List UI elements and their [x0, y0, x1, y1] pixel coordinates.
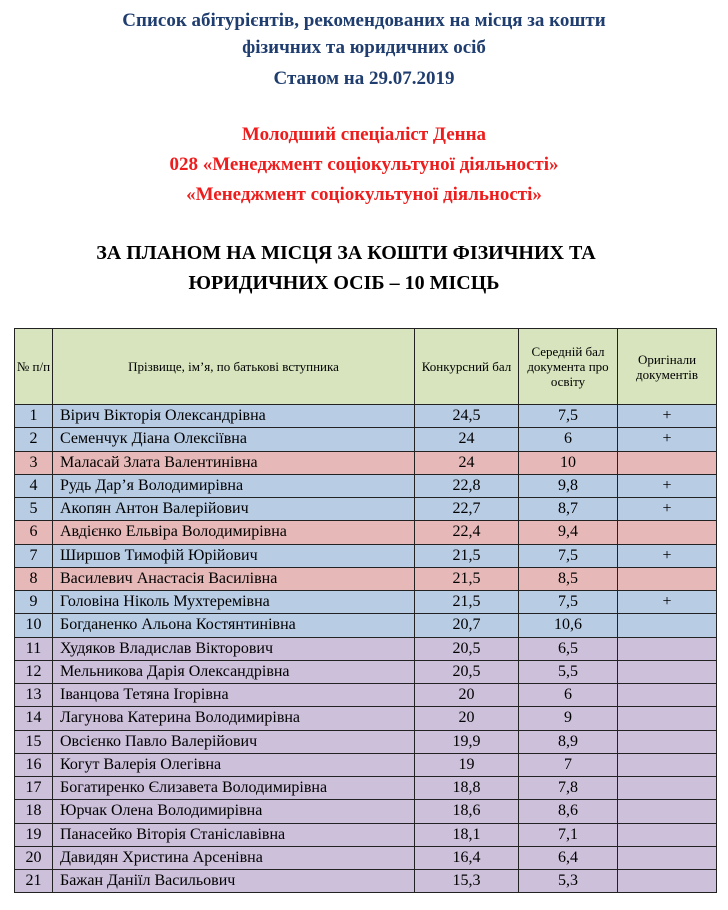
row-number: 18 — [15, 800, 53, 823]
applicant-name: Семенчук Діана Олексіївна — [53, 428, 415, 451]
row-number: 14 — [15, 707, 53, 730]
applicant-name: Іванцова Тетяна Ігорівна — [53, 684, 415, 707]
row-number: 16 — [15, 753, 53, 776]
table-row — [15, 730, 717, 753]
row-number: 3 — [15, 451, 53, 474]
row-number: 5 — [15, 498, 53, 521]
originals-mark — [618, 753, 717, 776]
row-number: 1 — [15, 405, 53, 428]
table-row — [15, 846, 717, 869]
table-row — [15, 800, 717, 823]
table-row — [15, 614, 717, 637]
competitive-score: 21,5 — [415, 567, 519, 590]
row-number: 9 — [15, 591, 53, 614]
originals-mark — [618, 777, 717, 800]
competitive-score: 24,5 — [415, 405, 519, 428]
document-average: 7,5 — [519, 405, 618, 428]
table-row — [15, 637, 717, 660]
header-originals: Оригінали документів — [618, 329, 717, 405]
table-row — [15, 544, 717, 567]
originals-mark — [618, 684, 717, 707]
originals-mark: + — [618, 405, 717, 428]
document-average: 10 — [519, 451, 618, 474]
document-average: 6 — [519, 428, 618, 451]
table-row — [15, 405, 717, 428]
document-average: 7,5 — [519, 591, 618, 614]
header-num: № п/п — [15, 329, 53, 405]
originals-mark — [618, 521, 717, 544]
title-line-2: фізичних та юридичних осіб — [242, 37, 486, 58]
competitive-score: 18,8 — [415, 777, 519, 800]
document-average: 9,8 — [519, 474, 618, 497]
originals-mark: + — [618, 498, 717, 521]
document-average: 7,5 — [519, 544, 618, 567]
row-number: 13 — [15, 684, 53, 707]
row-number: 12 — [15, 660, 53, 683]
degree-line: Молодший спеціаліст Денна — [241, 124, 487, 145]
competitive-score: 18,1 — [415, 823, 519, 846]
originals-mark — [618, 823, 717, 846]
competitive-score: 21,5 — [415, 591, 519, 614]
originals-mark: + — [618, 544, 717, 567]
document-average: 6,4 — [519, 846, 618, 869]
plan-line-1: ЗА ПЛАНОМ НА МІСЦЯ ЗА КОШТИ ФІЗИЧНИХ ТА — [96, 242, 596, 264]
applicant-name: Богданенко Альона Костянтинівна — [53, 614, 415, 637]
originals-mark: + — [618, 474, 717, 497]
table-row — [15, 521, 717, 544]
document-average: 6,5 — [519, 637, 618, 660]
competitive-score: 22,8 — [415, 474, 519, 497]
competitive-score: 24 — [415, 451, 519, 474]
row-number: 10 — [15, 614, 53, 637]
header-name: Прізвище, ім’я, по батькові вступника — [53, 329, 415, 405]
applicant-name: Юрчак Олена Володимирівна — [53, 800, 415, 823]
originals-mark: + — [618, 428, 717, 451]
applicant-name: Рудь Дар’я Володимирівна — [53, 474, 415, 497]
applicant-name: Лагунова Катерина Володимирівна — [53, 707, 415, 730]
competitive-score: 20 — [415, 707, 519, 730]
row-number: 19 — [15, 823, 53, 846]
applicant-name: Бажан Даніїл Васильович — [53, 870, 415, 893]
table-row — [15, 451, 717, 474]
document-average: 8,9 — [519, 730, 618, 753]
table-row — [15, 684, 717, 707]
document-average: 5,5 — [519, 660, 618, 683]
table-row — [15, 660, 717, 683]
document-average: 8,7 — [519, 498, 618, 521]
table-row — [15, 753, 717, 776]
originals-mark — [618, 567, 717, 590]
applicant-name: Панасейко Віторія Станіславівна — [53, 823, 415, 846]
applicant-name: Василевич Анастасія Василівна — [53, 567, 415, 590]
competitive-score: 24 — [415, 428, 519, 451]
competitive-score: 21,5 — [415, 544, 519, 567]
document-average: 6 — [519, 684, 618, 707]
row-number: 21 — [15, 870, 53, 893]
originals-mark — [618, 637, 717, 660]
competitive-score: 20,5 — [415, 637, 519, 660]
originals-mark — [618, 846, 717, 869]
originals-mark — [618, 730, 717, 753]
row-number: 2 — [15, 428, 53, 451]
table-row — [15, 707, 717, 730]
table-row — [15, 591, 717, 614]
applicant-name: Вірич Вікторія Олександрівна — [53, 405, 415, 428]
table-row — [15, 823, 717, 846]
header-score: Конкурсний бал — [415, 329, 519, 405]
row-number: 8 — [15, 567, 53, 590]
row-number: 15 — [15, 730, 53, 753]
competitive-score: 20,7 — [415, 614, 519, 637]
row-number: 4 — [15, 474, 53, 497]
competitive-score: 19 — [415, 753, 519, 776]
row-number: 17 — [15, 777, 53, 800]
applicant-name: Головіна Ніколь Мухтеремівна — [53, 591, 415, 614]
document-average: 10,6 — [519, 614, 618, 637]
originals-mark — [618, 800, 717, 823]
table-row — [15, 474, 717, 497]
row-number: 20 — [15, 846, 53, 869]
document-average: 7,1 — [519, 823, 618, 846]
document-average: 7 — [519, 753, 618, 776]
applicants-table — [14, 328, 717, 893]
competitive-score: 16,4 — [415, 846, 519, 869]
program-line: «Менеджмент соціокультуної діяльності» — [186, 184, 542, 205]
table-row — [15, 567, 717, 590]
applicant-name: Ширшов Тимофій Юрійович — [53, 544, 415, 567]
originals-mark — [618, 660, 717, 683]
competitive-score: 20 — [415, 684, 519, 707]
applicant-name: Худяков Владислав Вікторович — [53, 637, 415, 660]
competitive-score: 22,7 — [415, 498, 519, 521]
competitive-score: 22,4 — [415, 521, 519, 544]
originals-mark: + — [618, 591, 717, 614]
competitive-score: 15,3 — [415, 870, 519, 893]
document-average: 9,4 — [519, 521, 618, 544]
competitive-score: 19,9 — [415, 730, 519, 753]
competitive-score: 20,5 — [415, 660, 519, 683]
applicant-name: Акопян Антон Валерійович — [53, 498, 415, 521]
originals-mark — [618, 451, 717, 474]
specialty-line: 028 «Менеджмент соціокультуної діяльності» — [169, 154, 559, 175]
row-number: 6 — [15, 521, 53, 544]
title-line-1: Список абітурієнтів, рекомендованих на місця за кошти — [122, 10, 606, 31]
applicant-name: Давидян Христина Арсенівна — [53, 846, 415, 869]
row-number: 7 — [15, 544, 53, 567]
document-average: 8,6 — [519, 800, 618, 823]
applicant-name: Авдієнко Ельвіра Володимирівна — [53, 521, 415, 544]
plan-line-2: ЮРИДИЧНИХ ОСІБ – 10 МІСЦЬ — [188, 272, 500, 294]
document-average: 9 — [519, 707, 618, 730]
originals-mark — [618, 707, 717, 730]
originals-mark — [618, 614, 717, 637]
document-average: 7,8 — [519, 777, 618, 800]
applicant-name: Овсієнко Павло Валерійович — [53, 730, 415, 753]
competitive-score: 18,6 — [415, 800, 519, 823]
document-average: 5,3 — [519, 870, 618, 893]
date-line: Станом на 29.07.2019 — [273, 68, 455, 89]
applicant-name: Богатиренко Єлизавета Володимирівна — [53, 777, 415, 800]
header-avg: Середній бал документа про освіту — [519, 329, 618, 405]
table-row — [15, 870, 717, 893]
row-number: 11 — [15, 637, 53, 660]
applicant-name: Когут Валерія Олегівна — [53, 753, 415, 776]
originals-mark — [618, 870, 717, 893]
applicant-name: Мельникова Дарія Олександрівна — [53, 660, 415, 683]
table-header-row — [15, 329, 717, 405]
table-row — [15, 498, 717, 521]
applicant-name: Маласай Злата Валентинівна — [53, 451, 415, 474]
table-row — [15, 428, 717, 451]
table-row — [15, 777, 717, 800]
document-average: 8,5 — [519, 567, 618, 590]
